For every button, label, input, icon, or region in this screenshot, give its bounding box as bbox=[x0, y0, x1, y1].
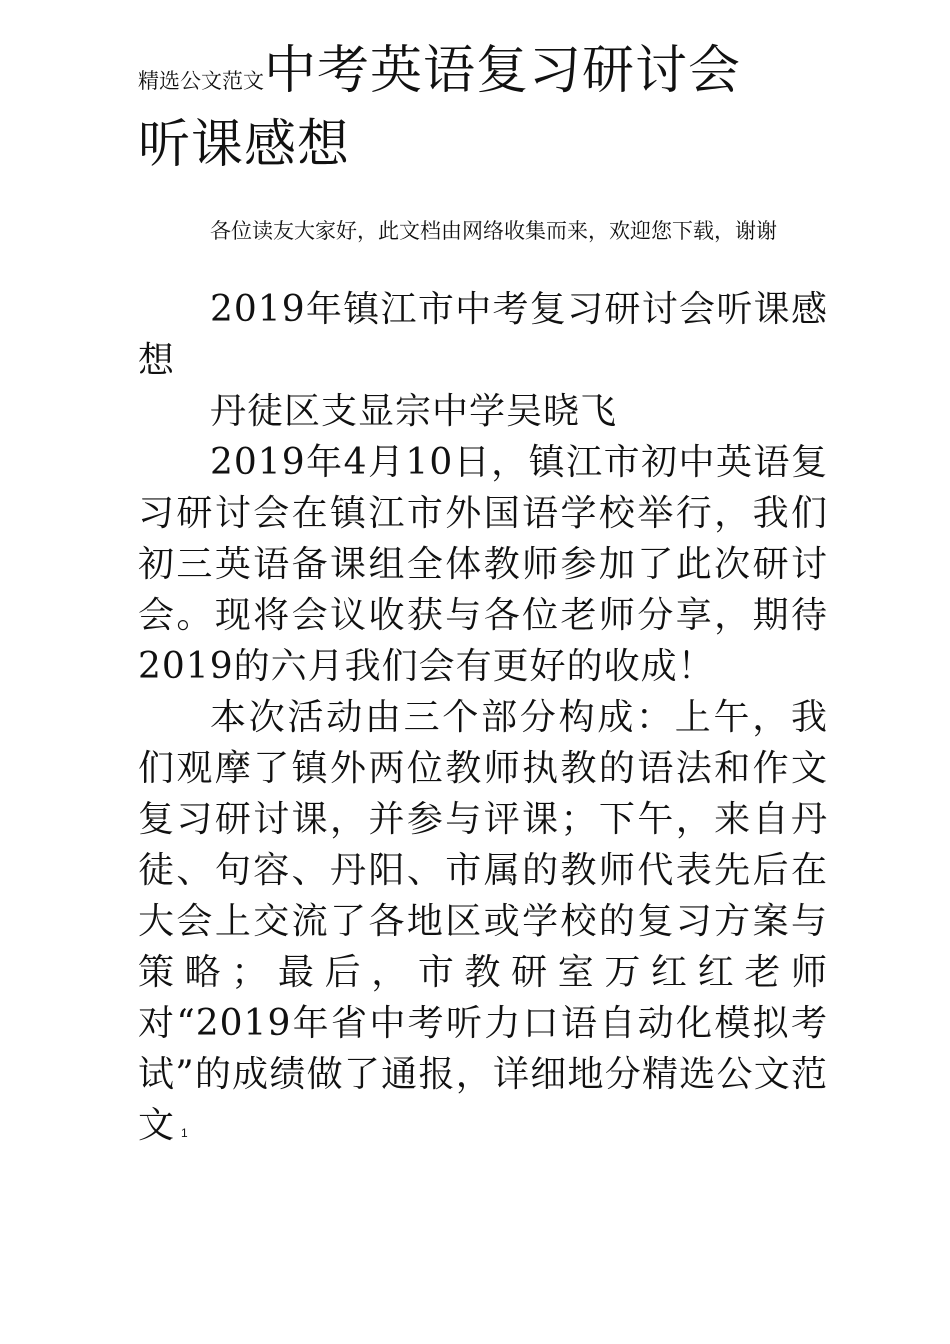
title-line-1 bbox=[138, 40, 828, 114]
body-author: 丹徒区支显宗中学吴晓飞 bbox=[210, 391, 618, 432]
document-title-part2: 听课感想 bbox=[138, 115, 351, 175]
document-title-part1: 中考英语复习研讨会 bbox=[264, 41, 742, 101]
title-line-2 bbox=[138, 114, 828, 188]
document-page bbox=[138, 40, 828, 1159]
page-number: 1 bbox=[181, 1126, 188, 1140]
body-paragraph-2-container bbox=[138, 692, 828, 1159]
body-paragraph-2: 本次活动由三个部分构成：上午，我们观摩了镇外两位教师执教的语法和作文复习研讨课，并参与评课；下午，来自丹徒、句容、丹阳、市属的教师代表先后在大会上交流了各地区或学校的复习方案与策略；最后，市教研室万红红老师对“2019年省中考听力口语自动化模拟考试”的成绩做了通报，详细地分 bbox=[138, 697, 828, 1095]
document-subtitle: 各位读友大家好，此文档由网络收集而来，欢迎您下载，谢谢 bbox=[210, 219, 777, 243]
body-paragraph-1: 2019年4月10日，镇江市初中英语复习研讨会在镇江市外国语学校举行，我们初三英语备课组全体教师参加了此次研讨会。现将会议收获与各位老师分享，期待2019的六月我们会有更好的收成！ bbox=[138, 442, 828, 687]
body-heading: 2019年镇江市中考复习研讨会听课感想 bbox=[138, 289, 828, 381]
header-prefix: 精选公文范文 bbox=[138, 69, 264, 93]
footer-prefix: 精选公文范文 bbox=[138, 1054, 828, 1146]
document-body bbox=[138, 284, 828, 1159]
